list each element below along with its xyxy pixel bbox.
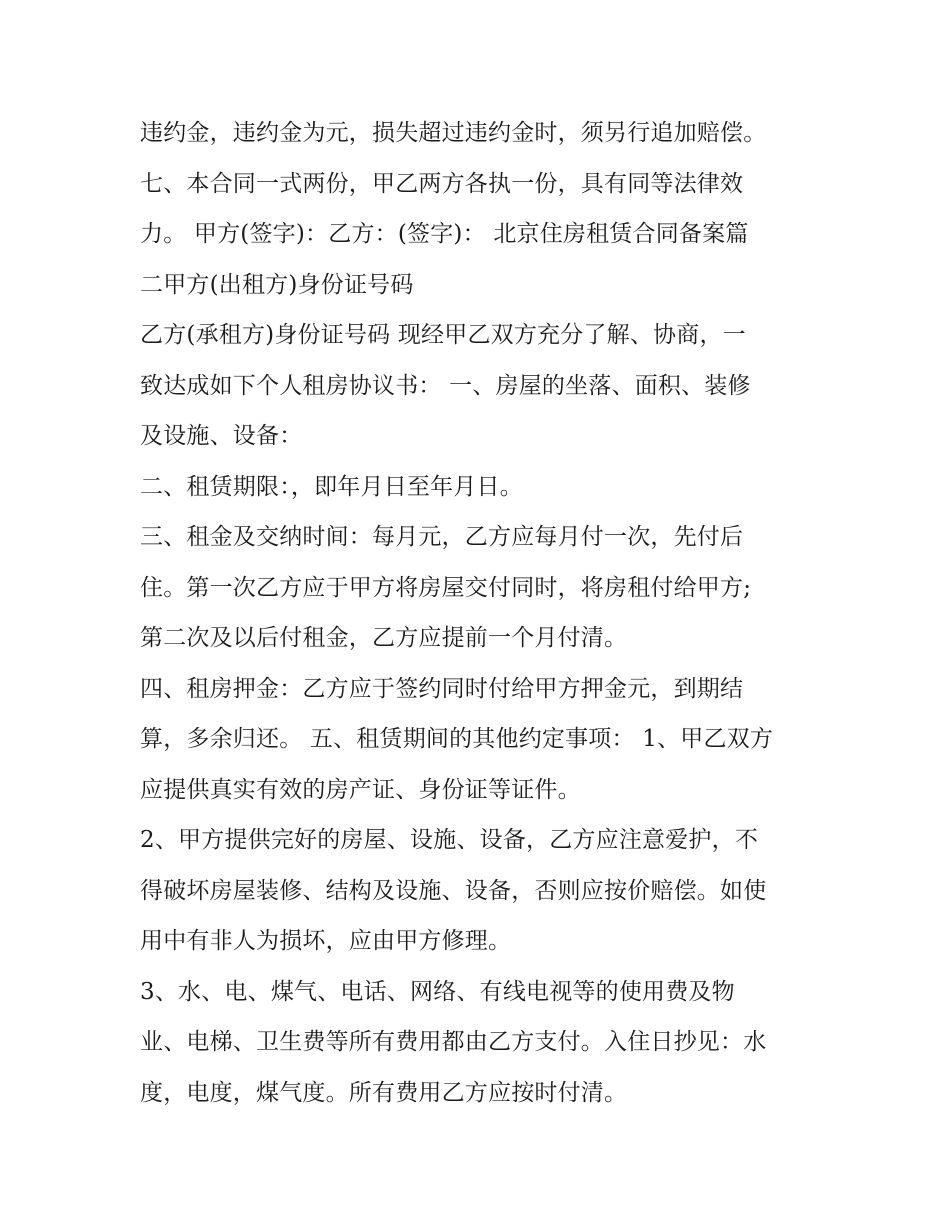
text-line: 得破坏房屋装修、结构及设施、设备，否则应按价赔偿。如使: [140, 877, 767, 904]
text-line: 住。第一次乙方应于甲方将房屋交付同时，将房租付给甲方;: [140, 574, 752, 601]
text-line: 乙方(承租方)身份证号码 现经甲乙双方充分了解、协商，一: [140, 322, 746, 348]
text-line: 度，电度，煤气度。所有费用乙方应按时付清。: [140, 1079, 628, 1106]
text-line: 力。 甲方(签字)：乙方：(签字)： 北京住房租赁合同备案篇: [140, 221, 749, 247]
document-body: [140, 108, 830, 1118]
text-line: 二甲方(出租方)身份证号码: [140, 271, 414, 298]
text-line: 四、租房押金：乙方应于签约同时付给甲方押金元，到期结: [140, 675, 744, 702]
text-line: 二、租赁期限：，即年月日至年月日。: [140, 473, 523, 500]
text-line: 业、电梯、卫生费等所有费用都由乙方支付。入住日抄见：水: [140, 1029, 767, 1055]
text-line: 七、本合同一式两份，甲乙两方各执一份，具有同等法律效: [140, 170, 744, 197]
text-line: 算，多余归还。 五、租赁期间的其他约定事项： 1、甲乙双方: [140, 726, 774, 752]
text-line: 三、租金及交纳时间：每月元，乙方应每月付一次，先付后: [140, 524, 744, 550]
text-line: 2、甲方提供完好的房屋、设施、设备，乙方应注意爱护，不: [140, 827, 759, 853]
text-line: 用中有非人为损坏，应由甲方修理。: [140, 928, 512, 954]
text-line: 应提供真实有效的房产证、身份证等证件。: [140, 776, 581, 803]
text-line: 违约金，违约金为元，损失超过违约金时，须另行追加赔偿。: [140, 120, 767, 146]
text-line: 致达成如下个人租房协议书： 一、房屋的坐落、面积、装修: [140, 372, 751, 399]
text-line: 3、水、电、煤气、电话、网络、有线电视等的使用费及物: [140, 978, 735, 1005]
text-line: 第二次及以后付租金，乙方应提前一个月付清。: [140, 625, 628, 651]
text-line: 及设施、设备：: [140, 423, 303, 449]
